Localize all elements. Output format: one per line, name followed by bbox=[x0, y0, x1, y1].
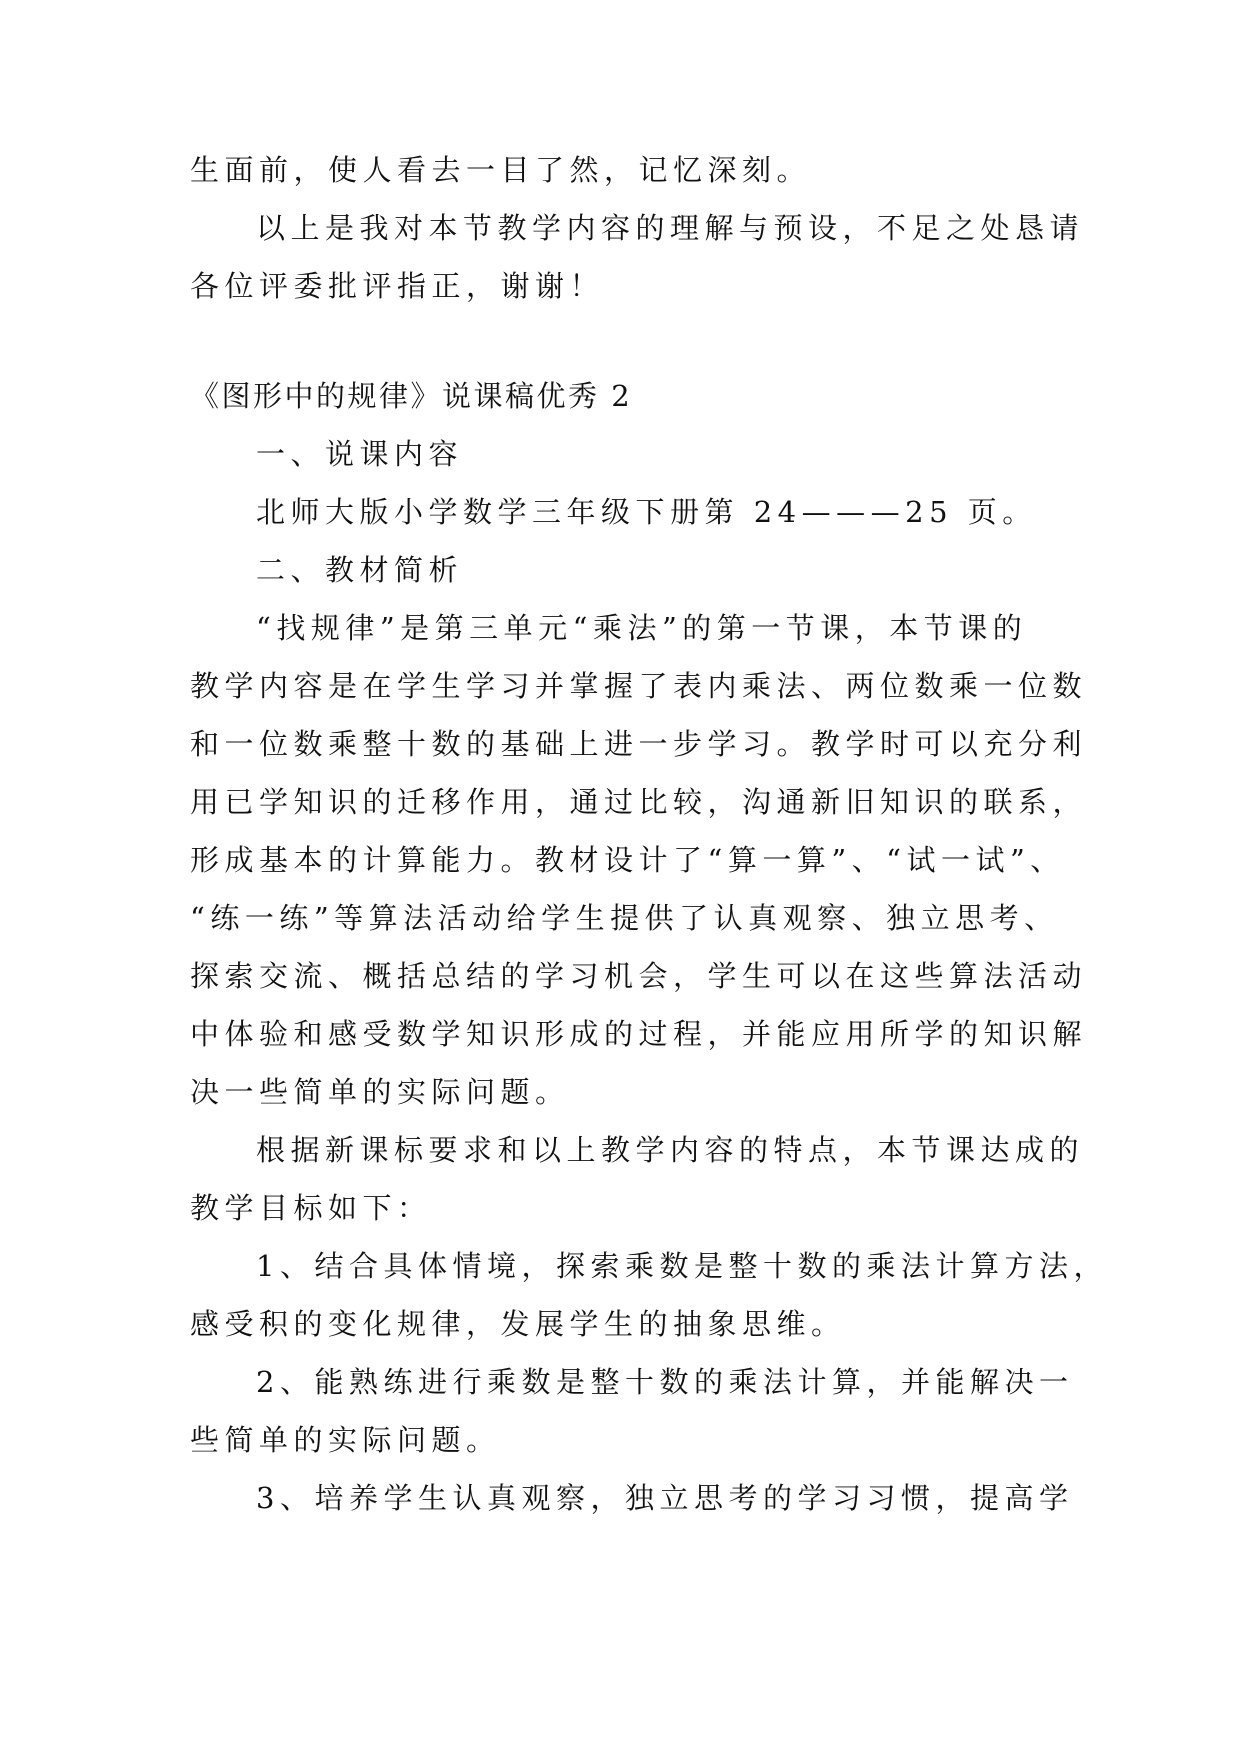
section-heading: 一、说课内容 bbox=[256, 437, 464, 471]
list-item: 2、能熟练进行乘数是整十数的乘法计算，并能解决一 bbox=[256, 1365, 1074, 1399]
paragraph-line: 教学内容是在学生学习并掌握了表内乘法、两位数乘一位数 bbox=[190, 669, 1088, 703]
list-item: 3、培养学生认真观察，独立思考的学习习惯，提高学 bbox=[256, 1481, 1074, 1515]
section-title: 《图形中的规律》说课稿优秀 2 bbox=[190, 379, 633, 413]
paragraph-line: 用已学知识的迁移作用，通过比较，沟通新旧知识的联系， bbox=[190, 785, 1088, 819]
paragraph-line: 决一些简单的实际问题。 bbox=[190, 1075, 570, 1109]
paragraph-line: 和一位数乘整十数的基础上进一步学习。教学时可以充分利 bbox=[190, 727, 1088, 761]
paragraph-line: 中体验和感受数学知识形成的过程，并能应用所学的知识解 bbox=[190, 1017, 1088, 1051]
paragraph-line: 以上是我对本节教学内容的理解与预设，不足之处恳请 bbox=[256, 211, 1085, 245]
list-item: 1、结合具体情境，探索乘数是整十数的乘法计算方法， bbox=[256, 1249, 1108, 1283]
paragraph-line: 根据新课标要求和以上教学内容的特点，本节课达成的 bbox=[256, 1133, 1085, 1167]
paragraph-line: 形成基本的计算能力。教材设计了“算一算”、“试一试”、 bbox=[190, 843, 1065, 877]
paragraph-line: 探索交流、概括总结的学习机会，学生可以在这些算法活动 bbox=[190, 959, 1088, 993]
section-heading: 二、教材简析 bbox=[256, 553, 464, 587]
list-item: 些简单的实际问题。 bbox=[190, 1423, 501, 1457]
paragraph-line: 北师大版小学数学三年级下册第 24———25 页。 bbox=[256, 495, 1037, 529]
paragraph-line: “练一练”等算法活动给学生提供了认真观察、独立思考、 bbox=[190, 901, 1059, 935]
paragraph-line: 生面前，使人看去一目了然，记忆深刻。 bbox=[190, 153, 812, 187]
paragraph-line: 各位评委批评指正，谢谢！ bbox=[190, 269, 605, 303]
paragraph-line: “找规律”是第三单元“乘法”的第一节课，本节课的 bbox=[256, 611, 1028, 645]
paragraph-line: 教学目标如下： bbox=[190, 1191, 432, 1225]
list-item: 感受积的变化规律，发展学生的抽象思维。 bbox=[190, 1307, 846, 1341]
